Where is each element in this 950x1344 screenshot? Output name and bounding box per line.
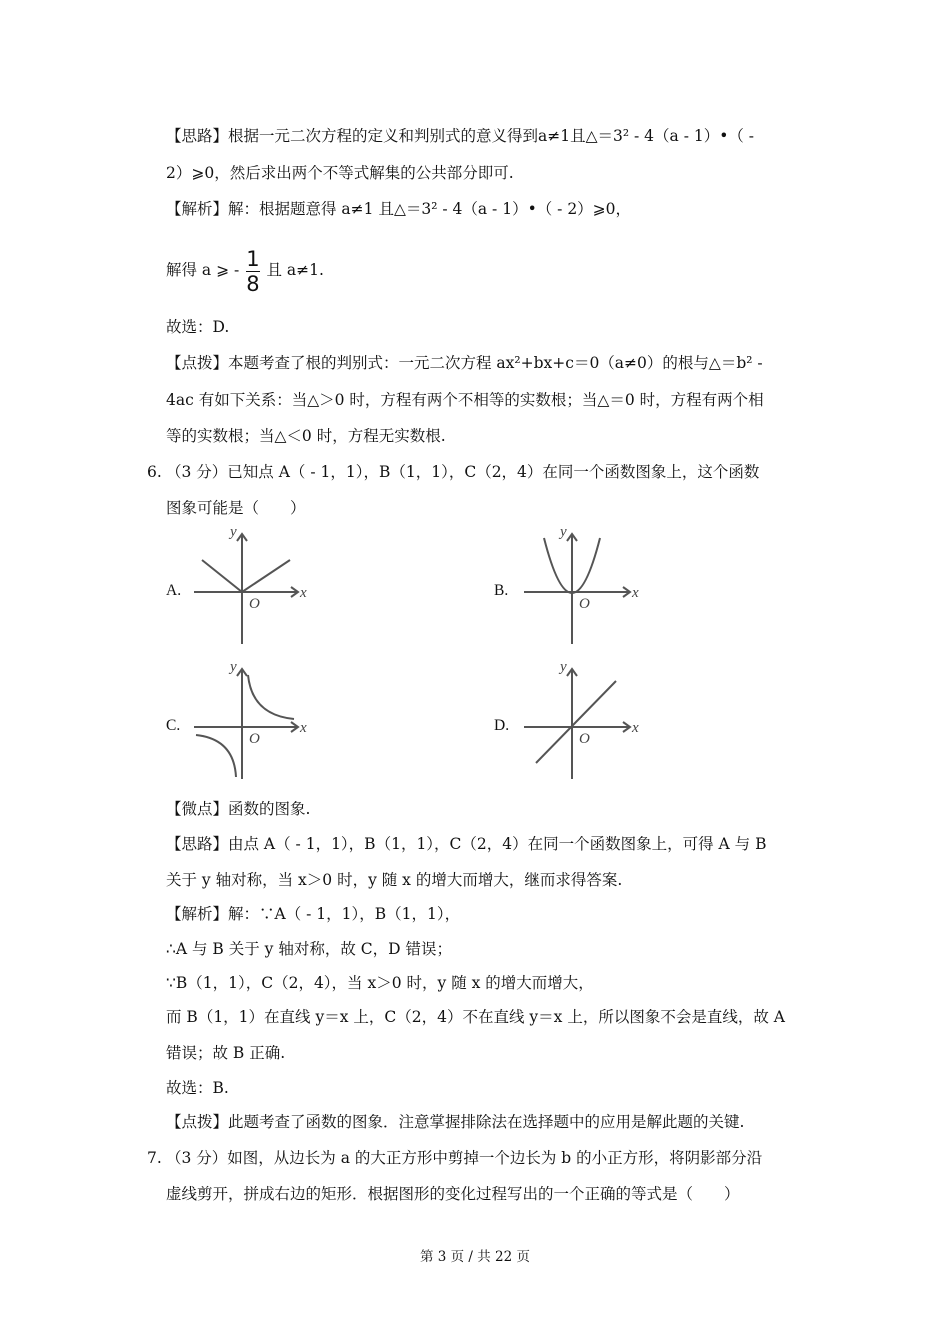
option-c-label: C. [166, 717, 181, 734]
q6-jiexi-line-3: ∵B（1，1），C（2，4），当 x＞0 时，y 随 x 的增大而增大， [166, 974, 594, 992]
x-axis-label: x [632, 585, 639, 601]
x-axis-label: x [632, 720, 639, 736]
q5-jiexi-prefix: 解得 a ⩾ - [166, 261, 240, 279]
q5-dianbo-line-2: 4ac 有如下关系：当△＞0 时，方程有两个不相等的实数根；当△＝0 时，方程有两个相 [166, 391, 764, 409]
q6-silu-line-2: 关于 y 轴对称，当 x＞0 时，y 随 x 的增大而增大，继而求得答案. [166, 871, 623, 889]
q5-jiexi-line-2 [166, 244, 324, 296]
q6-jiexi-line-2: ∴A 与 B 关于 y 轴对称，故 C，D 错误； [166, 940, 452, 958]
origin-label: O [249, 731, 260, 747]
x-axis-label: x [300, 720, 307, 736]
y-axis-label: y [230, 659, 237, 675]
fraction [246, 247, 259, 296]
option-d-graph [516, 655, 640, 781]
q6-stem-line-2: 图象可能是（ ） [166, 499, 306, 517]
fraction-numerator: 1 [246, 246, 260, 271]
q5-silu-line-1: 【思路】根据一元二次方程的定义和判别式的意义得到a≠1且△＝3² - 4（a - 1）•（ - [166, 127, 755, 145]
y-axis-label: y [560, 524, 567, 540]
q7-stem-line-1: （3 分）如图，从边长为 a 的大正方形中剪掉一个边长为 b 的小正方形，将阴影部分沿 [166, 1149, 763, 1167]
straight-line [536, 681, 616, 763]
q7-stem-line-2: 虚线剪开，拼成右边的矩形．根据图形的变化过程写出的一个正确的等式是（ ） [166, 1185, 740, 1203]
q6-jiexi-line-5: 错误；故 B 正确. [166, 1044, 286, 1062]
q6-stem-line-1: （3 分）已知点 A（ - 1，1），B（1，1），C（2，4）在同一个函数图象上，这个函数 [166, 463, 760, 481]
hyperbola-branch-1 [248, 675, 294, 719]
q6-weidian: 【微点】函数的图象. [166, 800, 311, 818]
hyperbola-branch-2 [196, 735, 236, 777]
option-b-graph [516, 520, 640, 646]
y-axis-label: y [560, 659, 567, 675]
q7-number: 7. [147, 1149, 162, 1167]
fraction-denominator: 8 [246, 271, 260, 296]
q5-dianbo-line-3: 等的实数根；当△＜0 时，方程无实数根. [166, 427, 446, 445]
origin-label: O [249, 596, 260, 612]
origin-label: O [579, 596, 590, 612]
option-a-label: A. [166, 582, 182, 599]
option-c-graph [186, 655, 310, 781]
q6-dianbo: 【点拨】此题考查了函数的图象．注意掌握排除法在选择题中的应用是解此题的关键. [166, 1113, 745, 1131]
q6-jiexi-line-1: 【解析】解：∵A（ - 1，1），B（1，1）， [166, 905, 461, 923]
q5-dianbo-line-1: 【点拨】本题考查了根的判别式：一元二次方程 ax²+bx+c＝0（a≠0）的根与△＝b² - [166, 354, 763, 372]
q6-number: 6. [147, 463, 162, 481]
q6-jiexi-line-4: 而 B（1，1）在直线 y＝x 上，C（2，4）不在直线 y＝x 上，所以图象不会是直线，故 A [166, 1008, 785, 1026]
q5-answer: 故选：D. [166, 318, 230, 336]
origin-label: O [579, 731, 590, 747]
option-d-label: D. [494, 717, 510, 734]
y-axis-label: y [230, 524, 237, 540]
q6-silu-line-1: 【思路】由点 A（ - 1，1），B（1，1），C（2，4）在同一个函数图象上，可得 A 与 B [166, 835, 767, 853]
option-b-label: B. [494, 582, 509, 599]
page-footer: 第 3 页 / 共 22 页 [419, 1249, 531, 1265]
x-axis-label: x [300, 585, 307, 601]
q6-answer: 故选：B. [166, 1079, 229, 1097]
q5-silu-line-2: 2）⩾0，然后求出两个不等式解集的公共部分即可. [166, 164, 514, 182]
q5-jiexi-line-1: 【解析】解：根据题意得 a≠1 且△＝3² - 4（a - 1）•（ - 2）⩾0， [166, 200, 632, 218]
option-a-graph [186, 520, 310, 646]
q5-jiexi-suffix: 且 a≠1. [266, 261, 324, 279]
abs-value-curve [202, 560, 290, 592]
